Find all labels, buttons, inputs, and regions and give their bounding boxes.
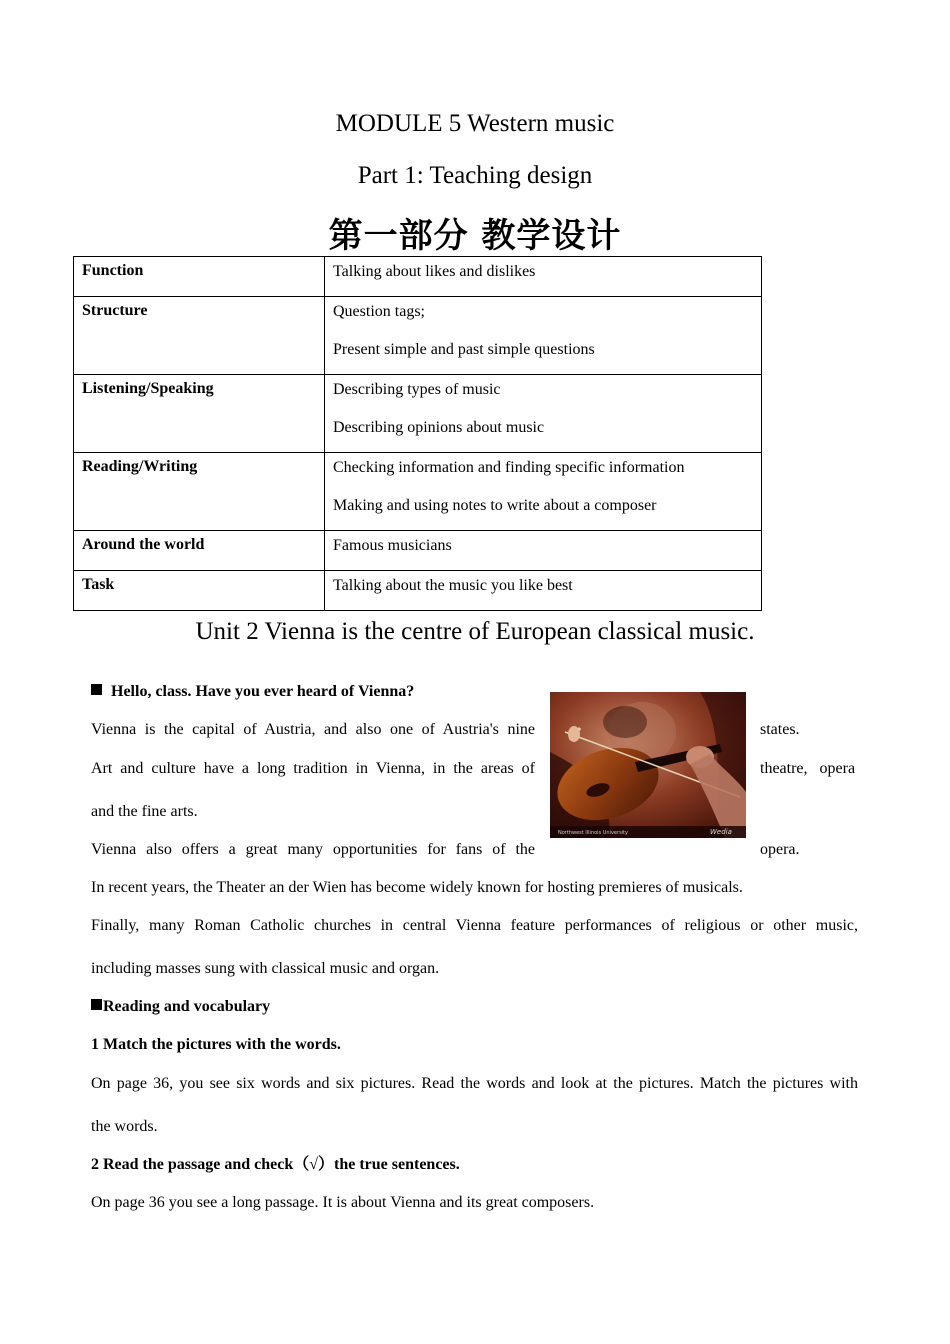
square-bullet-icon <box>91 684 102 695</box>
row-value-line: Checking information and finding specific information <box>333 459 685 476</box>
task-2-text: On page 36 you see a long passage. It is about Vienna and its great composers. <box>91 1194 595 1211</box>
intro-line-1-left: Vienna is the capital of Austria, and also one of Austria's nine <box>91 721 535 738</box>
part-title-chinese: 第一部分 教学设计 <box>328 216 622 256</box>
table-row <box>74 531 762 571</box>
intro-line-3: and the fine arts. <box>91 803 198 820</box>
table-row <box>74 453 762 531</box>
row-value <box>325 571 762 611</box>
intro-line-2-left: Art and culture have a long tradition in Vienna, in the areas of <box>91 760 535 777</box>
module-title: MODULE 5 Western music <box>335 110 615 137</box>
row-value <box>325 375 762 453</box>
table-row <box>74 257 762 297</box>
row-value-line: Question tags; <box>333 303 425 320</box>
task-2-title: 2 Read the passage and check（√）the true sentences. <box>91 1156 460 1173</box>
row-key: Reading/Writing <box>74 453 325 531</box>
intro-line-4-right: opera. <box>760 841 800 858</box>
intro-heading-text: Hello, class. Have you ever heard of Vienna? <box>111 683 415 700</box>
row-value <box>325 297 762 375</box>
violin-photo <box>550 692 746 838</box>
intro-line-1-right: states. <box>760 721 800 738</box>
row-value-line: Talking about likes and dislikes <box>333 263 536 280</box>
task-1-text-line-2: the words. <box>91 1118 158 1135</box>
row-value <box>325 453 762 531</box>
intro-line-5: In recent years, the Theater an der Wien has become widely known for hosting premieres of musicals. <box>91 879 743 896</box>
row-value-line: Famous musicians <box>333 537 452 554</box>
square-bullet-icon <box>91 999 102 1010</box>
row-value <box>325 531 762 571</box>
intro-heading <box>91 682 414 702</box>
task-1-title: 1 Match the pictures with the words. <box>91 1036 341 1053</box>
row-value-line: Present simple and past simple questions <box>333 341 595 358</box>
row-key: Function <box>74 257 325 297</box>
reading-heading-text: Reading and vocabulary <box>103 998 271 1015</box>
teaching-design-table <box>73 256 762 611</box>
part-title: Part 1: Teaching design <box>357 162 593 189</box>
intro-line-4-left: Vienna also offers a great many opportunities for fans of the <box>91 841 535 858</box>
intro-line-2-right: theatre, opera <box>760 760 856 777</box>
row-key: Listening/Speaking <box>74 375 325 453</box>
table-row <box>74 375 762 453</box>
row-key: Around the world <box>74 531 325 571</box>
intro-line-7: including masses sung with classical music and organ. <box>91 960 440 977</box>
row-value <box>325 257 762 297</box>
reading-heading <box>91 997 270 1017</box>
row-value-line: Describing types of music <box>333 381 501 398</box>
task-1-text-line-1: On page 36, you see six words and six pictures. Read the words and look at the pictures. Match the pictures with <box>91 1075 858 1092</box>
unit-title: Unit 2 Vienna is the centre of European classical music. <box>195 618 755 645</box>
row-key: Structure <box>74 297 325 375</box>
row-value-line: Describing opinions about music <box>333 419 545 436</box>
photo-caption-left: Northwest Illinois University <box>558 830 628 836</box>
photo-caption-right: Wedia <box>710 828 732 836</box>
intro-line-6: Finally, many Roman Catholic churches in central Vienna feature performances of religious or other music, <box>91 917 858 934</box>
row-key: Task <box>74 571 325 611</box>
table-row <box>74 571 762 611</box>
row-value-line: Making and using notes to write about a composer <box>333 497 657 514</box>
row-value-line: Talking about the music you like best <box>333 577 573 594</box>
table-row <box>74 297 762 375</box>
